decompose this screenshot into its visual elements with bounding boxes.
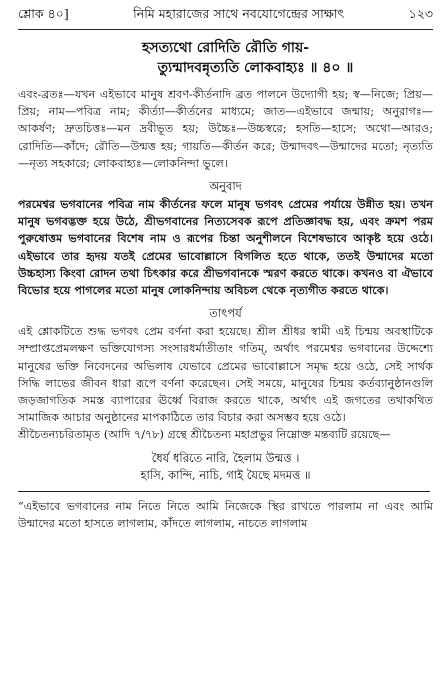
verse-line-1: হসত্যথো রোদিতি রৌতি গায়- [141, 40, 310, 56]
sanskrit-verse [18, 38, 433, 78]
purport-paragraph-1: এই শ্লোকটিতে শুদ্ধ ভগবৎ প্রেম বর্ণনা করা হয়েছে। শ্রীল শ্রীধর স্বামী এই চিন্ময় অবস্থাটিকে সম্প্রাপ্তপ্রেমলক্ষণ ভক্তিযোগস্য সংসারধর্মাতীতাং গতিম্, অর্থাৎ পরমেশ্বর ভগবানের উদ্দেশ্যে মানুষের ভক্তি নিবেদনের অভিলাষ যেভাবে প্রেমের ভাবোল্লাসে সমৃদ্ধ হয়ে ওঠে, সেই সার্থক সিদ্ধি লাভের জীবন ধারা রূপে বর্ণনা করেছেন। সেই সময়ে, মানুষের চিন্ময় কর্তব্যানুষ্ঠানগুলি জড়জাগতিক সমস্ত ব্যাপারের ঊর্ধ্বে বিরাজ করতে থাকে, অর্থাৎ এই জগতের তথাকথিত সামাজিক আচার অনুষ্ঠানের মাপকাঠিতে তার বিচার করা অসম্ভব হয়ে ওঠে। [18, 325, 433, 425]
purport-heading: তাৎপর্য [209, 306, 242, 321]
page-header [18, 6, 433, 30]
quoted-verse-line-1: ধৈর্য ধরিতে নারি, হৈলাম উন্মত্ত । [151, 450, 300, 465]
divider [18, 491, 430, 492]
purport-paragraph-3: “এইভাবে ভগবানের নাম নিতে নিতে আমি নিজেকে স্থির রাখতে পারলাম না এবং আমি উন্মাদের মতো হাসতে লাগলাম, কাঁদতে লাগলাম, নাচতে লাগলাম [18, 499, 433, 530]
verse-ref: শ্লোক ৪০] [18, 6, 69, 21]
translation-heading: অনুবাদ [209, 179, 242, 194]
synonyms: এবং-ব্রতঃ—যখন এইভাবে মানুষ শ্রবণ-কীর্তনাদি ব্রত পালনে উদ্যোগী হয়; স্ব—নিজে; প্রিয়—প্রিয়; নাম—পবিত্র নাম; কীর্ত্যা—কীর্তনের মাধ্যমে; জাত—এইভাবে জন্মায়; অনুরাগঃ—আকর্ষণ; দ্রুতচিত্তঃ—মন দ্রবীভূত হয়; উচ্চৈঃ—উচ্চস্বরে; হসতি—হাসে; অথো—আরও; রোদিতি—কাঁদে; রৌতি—উন্মত্ত হয়; গায়তি—কীর্তন করে; উন্মাদবৎ—উন্মাদের মতো; নৃত্যতি—নৃত্য সহকারে; লোকবাহ্যঃ—লোকনিন্দা ভুলে। [18, 88, 433, 170]
translation-text: পরমেশ্বর ভগবানের পবিত্র নাম কীর্তনের ফলে মানুষ ভগবৎ প্রেমের পর্যায়ে উন্নীত হয়। তখন মানুষ ভগবদ্ভক্ত হয়ে উঠে, শ্রীভগবানের নিত্যসেবক রূপে প্রতিজ্ঞাবদ্ধ হয়, এবং ক্রমশ পরম পুরুষোত্তম ভগবানের বিশেষ নাম ও রূপের চিন্তা অনুশীলনে বিশেষভাবে আকৃষ্ট হয়ে ওঠে। এইভাবে তার হৃদয় যতই প্রেমের ভাবোল্লাসে বিগলিত হতে থাকে, ততই উন্মাদের মতো উচ্চহাস্য কিংবা রোদন তথা চিৎকার করে শ্রীভগবানকে স্মরণ করতে থাকে। কখনও বা ঐভাবে বিভোর হয়ে পাগলের মতো মানুষ লোকনিন্দায় অবিচল থেকে নৃত্যগীত করতে থাকে। [18, 197, 433, 298]
purport-paragraph-2: শ্রীচৈতন্যচরিতামৃত (আদি ৭/৭৮) গ্রন্থে শ্রীচৈতন্য মহাপ্রভুর নিম্নোক্ত মন্তব্যটি রয়েছে— [18, 428, 391, 442]
verse-line-2: ত্যুন্মাদবন্নৃত্যতি লোকবাহ্যঃ ॥ ৪০ ॥ [157, 60, 354, 76]
quoted-verse-line-2: হাসি, কান্দি, নাচি, গাই যৈছে মদমত্ত ॥ [140, 467, 311, 482]
chapter-title: নিমি মহারাজের সাথে নবযোগেন্দ্রের সাক্ষাৎ [133, 6, 345, 21]
quoted-verse [18, 450, 433, 484]
page-number: ১২৩ [408, 6, 433, 21]
